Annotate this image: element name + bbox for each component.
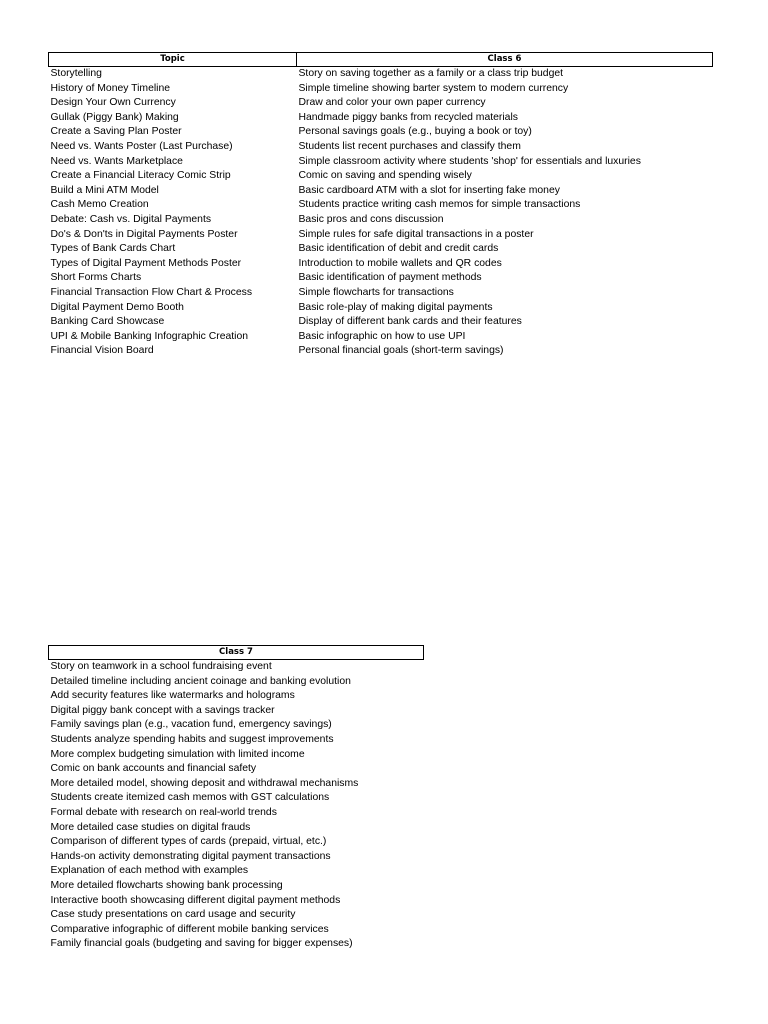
- table-row: [49, 155, 713, 170]
- topic-cell: Build a Mini ATM Model: [50, 184, 159, 196]
- class-7-cell: Comic on bank accounts and financial safety: [50, 763, 257, 775]
- class-7-cell: Add security features like watermarks and holograms: [50, 690, 295, 702]
- class-6-cell: Simple rules for safe digital transactions in a poster: [298, 228, 534, 240]
- topic-cell: Financial Vision Board: [50, 345, 154, 357]
- class-6-cell: Story on saving together as a family or a class trip budget: [298, 68, 564, 79]
- table-row: [49, 908, 424, 923]
- class-6-cell: Basic cardboard ATM with a slot for inserting fake money: [298, 184, 560, 196]
- table-row: [49, 67, 713, 82]
- class-6-cell: Basic infographic on how to use UPI: [298, 330, 466, 342]
- topic-cell: Create a Financial Literacy Comic Strip: [50, 170, 231, 182]
- class-6-cell: Introduction to mobile wallets and QR codes: [298, 257, 502, 269]
- table-row: [49, 242, 713, 257]
- topic-cell: Short Forms Charts: [50, 272, 142, 284]
- table-row: [49, 704, 424, 719]
- class-7-cell: Family financial goals (budgeting and saving for bigger expenses): [50, 938, 353, 950]
- class-7-cell: More complex budgeting simulation with limited income: [50, 748, 305, 760]
- topic-cell: History of Money Timeline: [50, 82, 171, 94]
- class-7-cell: Family savings plan (e.g., vacation fund, emergency savings): [50, 719, 332, 731]
- topic-cell: Do's & Don'ts in Digital Payments Poster: [50, 228, 238, 240]
- topic-cell: Storytelling: [50, 68, 102, 79]
- class-6-cell: Handmade piggy banks from recycled materials: [298, 111, 518, 123]
- table-row: [49, 228, 713, 243]
- table-row: [49, 82, 713, 97]
- topic-cell: UPI & Mobile Banking Infographic Creation: [50, 330, 249, 342]
- class-7-cell: Explanation of each method with examples: [50, 865, 249, 877]
- table-row: [49, 271, 713, 286]
- class7-table: [48, 645, 424, 952]
- class-7-cell: Students analyze spending habits and suggest improvements: [50, 733, 334, 745]
- topic-cell: Need vs. Wants Marketplace: [50, 155, 183, 167]
- topic-cell: Design Your Own Currency: [50, 97, 176, 109]
- class-6-cell: Students practice writing cash memos for simple transactions: [298, 199, 581, 211]
- class-6-cell: Basic role-play of making digital payments: [298, 301, 493, 313]
- class-7-cell: Hands-on activity demonstrating digital payment transactions: [50, 850, 331, 862]
- class-7-cell: Interactive booth showcasing different digital payment methods: [50, 894, 341, 906]
- class-7-cell: Digital piggy bank concept with a savings tracker: [50, 704, 275, 716]
- table-row: [49, 864, 424, 879]
- class-7-cell: Case study presentations on card usage and security: [50, 909, 296, 921]
- table-row: [49, 330, 713, 345]
- table-row: [49, 923, 424, 938]
- class-6-cell: Personal savings goals (e.g., buying a book or toy): [298, 126, 532, 138]
- table-row: [49, 879, 424, 894]
- topic-class6-table: [48, 52, 713, 359]
- table-row: [49, 733, 424, 748]
- table-row: [49, 937, 424, 952]
- class-6-cell: Simple classroom activity where students 'shop' for essentials and luxuries: [298, 155, 641, 167]
- class-7-cell: Comparative infographic of different mobile banking services: [50, 923, 329, 935]
- topic-cell: Types of Digital Payment Methods Poster: [50, 257, 242, 269]
- class-6-cell: Personal financial goals (short-term savings): [298, 345, 504, 357]
- class-7-cell: Students create itemized cash memos with GST calculations: [50, 792, 330, 804]
- table-row: [49, 777, 424, 792]
- table-row: [49, 791, 424, 806]
- class-6-cell: Draw and color your own paper currency: [298, 97, 486, 109]
- table-row: [49, 806, 424, 821]
- table-row: [49, 850, 424, 865]
- class-7-cell: More detailed case studies on digital frauds: [50, 821, 251, 833]
- topic-cell: Types of Bank Cards Chart: [50, 243, 176, 255]
- header-topic: Topic: [49, 53, 297, 67]
- table-row: [49, 184, 713, 199]
- table-row: [49, 821, 424, 836]
- table-row: [49, 140, 713, 155]
- header-class-6: Class 6: [297, 53, 713, 67]
- header-class-7: Class 7: [49, 646, 424, 660]
- table-row: [49, 96, 713, 111]
- class-6-cell: Simple timeline showing barter system to modern currency: [298, 82, 569, 94]
- table-row: [49, 718, 424, 733]
- table-row: [49, 315, 713, 330]
- class-7-cell: More detailed model, showing deposit and withdrawal mechanisms: [50, 777, 359, 789]
- table-row: [49, 125, 713, 140]
- topic-cell: Create a Saving Plan Poster: [50, 126, 182, 138]
- table-row: [49, 835, 424, 850]
- table-row: [49, 257, 713, 272]
- class-6-cell: Display of different bank cards and their features: [298, 316, 522, 328]
- header-row: [49, 53, 713, 67]
- class-6-cell: Basic pros and cons discussion: [298, 213, 444, 225]
- topic-cell: Banking Card Showcase: [50, 316, 165, 328]
- class-7-cell: Formal debate with research on real-world trends: [50, 806, 277, 818]
- class-6-cell: Basic identification of debit and credit cards: [298, 243, 499, 255]
- table-row: [49, 660, 424, 675]
- table-row: [49, 689, 424, 704]
- topic-cell: Digital Payment Demo Booth: [50, 301, 184, 313]
- table-row: [49, 762, 424, 777]
- table-row: [49, 169, 713, 184]
- table-row: [49, 748, 424, 763]
- class-6-cell: Basic identification of payment methods: [298, 272, 482, 284]
- class-7-cell: More detailed flowcharts showing bank processing: [50, 879, 283, 891]
- class-7-cell: Detailed timeline including ancient coinage and banking evolution: [50, 675, 351, 687]
- topic-cell: Need vs. Wants Poster (Last Purchase): [50, 140, 233, 152]
- class-7-cell: Comparison of different types of cards (prepaid, virtual, etc.): [50, 836, 327, 848]
- table-row: [49, 111, 713, 126]
- table-row: [49, 301, 713, 316]
- topic-cell: Financial Transaction Flow Chart & Process: [50, 286, 253, 298]
- topic-cell: Debate: Cash vs. Digital Payments: [50, 213, 212, 225]
- table-row: [49, 286, 713, 301]
- header-row: [49, 646, 424, 660]
- table-row: [49, 675, 424, 690]
- topic-cell: Cash Memo Creation: [50, 199, 149, 211]
- class-7-cell: Story on teamwork in a school fundraising event: [50, 661, 272, 672]
- topic-cell: Gullak (Piggy Bank) Making: [50, 111, 179, 123]
- table-row: [49, 894, 424, 909]
- table-row: [49, 198, 713, 213]
- table-row: [49, 213, 713, 228]
- class-6-cell: Comic on saving and spending wisely: [298, 170, 472, 182]
- class-6-cell: Students list recent purchases and classify them: [298, 140, 521, 152]
- table-row: [49, 344, 713, 359]
- class-6-cell: Simple flowcharts for transactions: [298, 286, 454, 298]
